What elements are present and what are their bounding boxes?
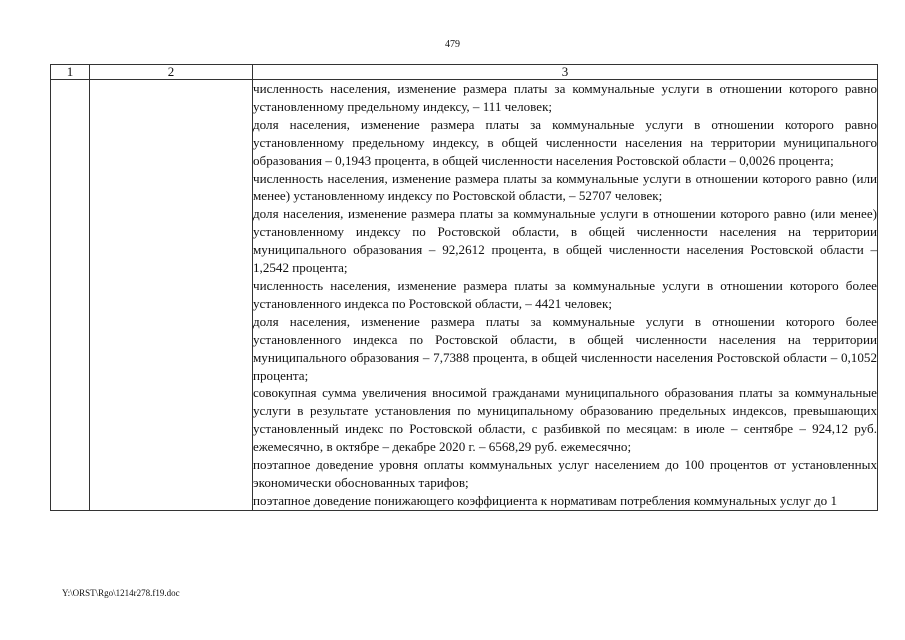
paragraph-population-above-regional: численность населения, изменение размера платы за коммунальные услуги в отношении которого более установленного индекса по Ростовской области, – 4421 человек; [253, 277, 877, 311]
cell-col-2 [90, 80, 253, 511]
paragraph-payment-level: поэтапное доведение уровня оплаты коммунальных услуг населением до 100 процентов от установленных экономически обоснованных тарифов; [253, 457, 877, 490]
page-number: 479 [445, 39, 460, 50]
paragraph-population-equal-or-less-regional: численность населения, изменение размера платы за коммунальные услуги в отношении которого равно (или менее) установленному индексу по Ростовской области, – 52707 человек; [253, 170, 877, 204]
column-header-3: 3 [253, 65, 878, 80]
paragraph-share-equal-or-less-regional: доля населения, изменение размера платы за коммунальные услуги в отношении которого равно (или менее) установленному индексу по Ростовской области, в общей численности населения на территории муниципального образования – 92,2612 процента, в общей численности населения Ростовской области – 1,2542 процента; [253, 206, 877, 276]
document-table [50, 64, 878, 511]
table-row [51, 80, 878, 511]
table-header-row [51, 65, 878, 80]
paragraph-total-increase: совокупная сумма увеличения вносимой гражданами муниципального образования платы за коммунальные услуги в результате установления по муниципальному образованию предельных индексов, превышающих установленный индекс по Ростовской области, с разбивкой по месяцам: в июле – сентябре – 924,12 руб. ежемесячно, в октябре – декабре 2020 г. – 6568,29 руб. ежемесячно; [253, 385, 877, 455]
paragraph-share-above-regional: доля населения, изменение размера платы за коммунальные услуги в отношении которого более установленного индекса по Ростовской области, в общей численности населения на территории муниципального образования – 7,7388 процента, в общей численности населения Ростовской области – 0,1052 процента; [253, 313, 877, 383]
cell-col-3 [253, 80, 878, 511]
paragraph-reduction-coefficient: поэтапное доведение понижающего коэффициента к нормативам потребления коммунальных услуг до 1 [253, 492, 838, 508]
footer-file-path: Y:\ORST\Rgo\1214r278.f19.doc [62, 588, 180, 598]
paragraph-population-equal-limit: численность населения, изменение размера платы за коммунальные услуги в отношении которого равно установленному предельному индексу, – 111 человек; [253, 81, 877, 114]
cell-col-1 [51, 80, 90, 511]
column-header-2: 2 [90, 65, 253, 80]
paragraph-share-equal-limit: доля населения, изменение размера платы за коммунальные услуги в отношении которого равно установленному предельному индексу, в общей численности населения на территории муниципального образования – 0,1943 процента, в общей численности населения Ростовской области – 0,0026 процента; [253, 116, 877, 168]
column-header-1: 1 [51, 65, 90, 80]
